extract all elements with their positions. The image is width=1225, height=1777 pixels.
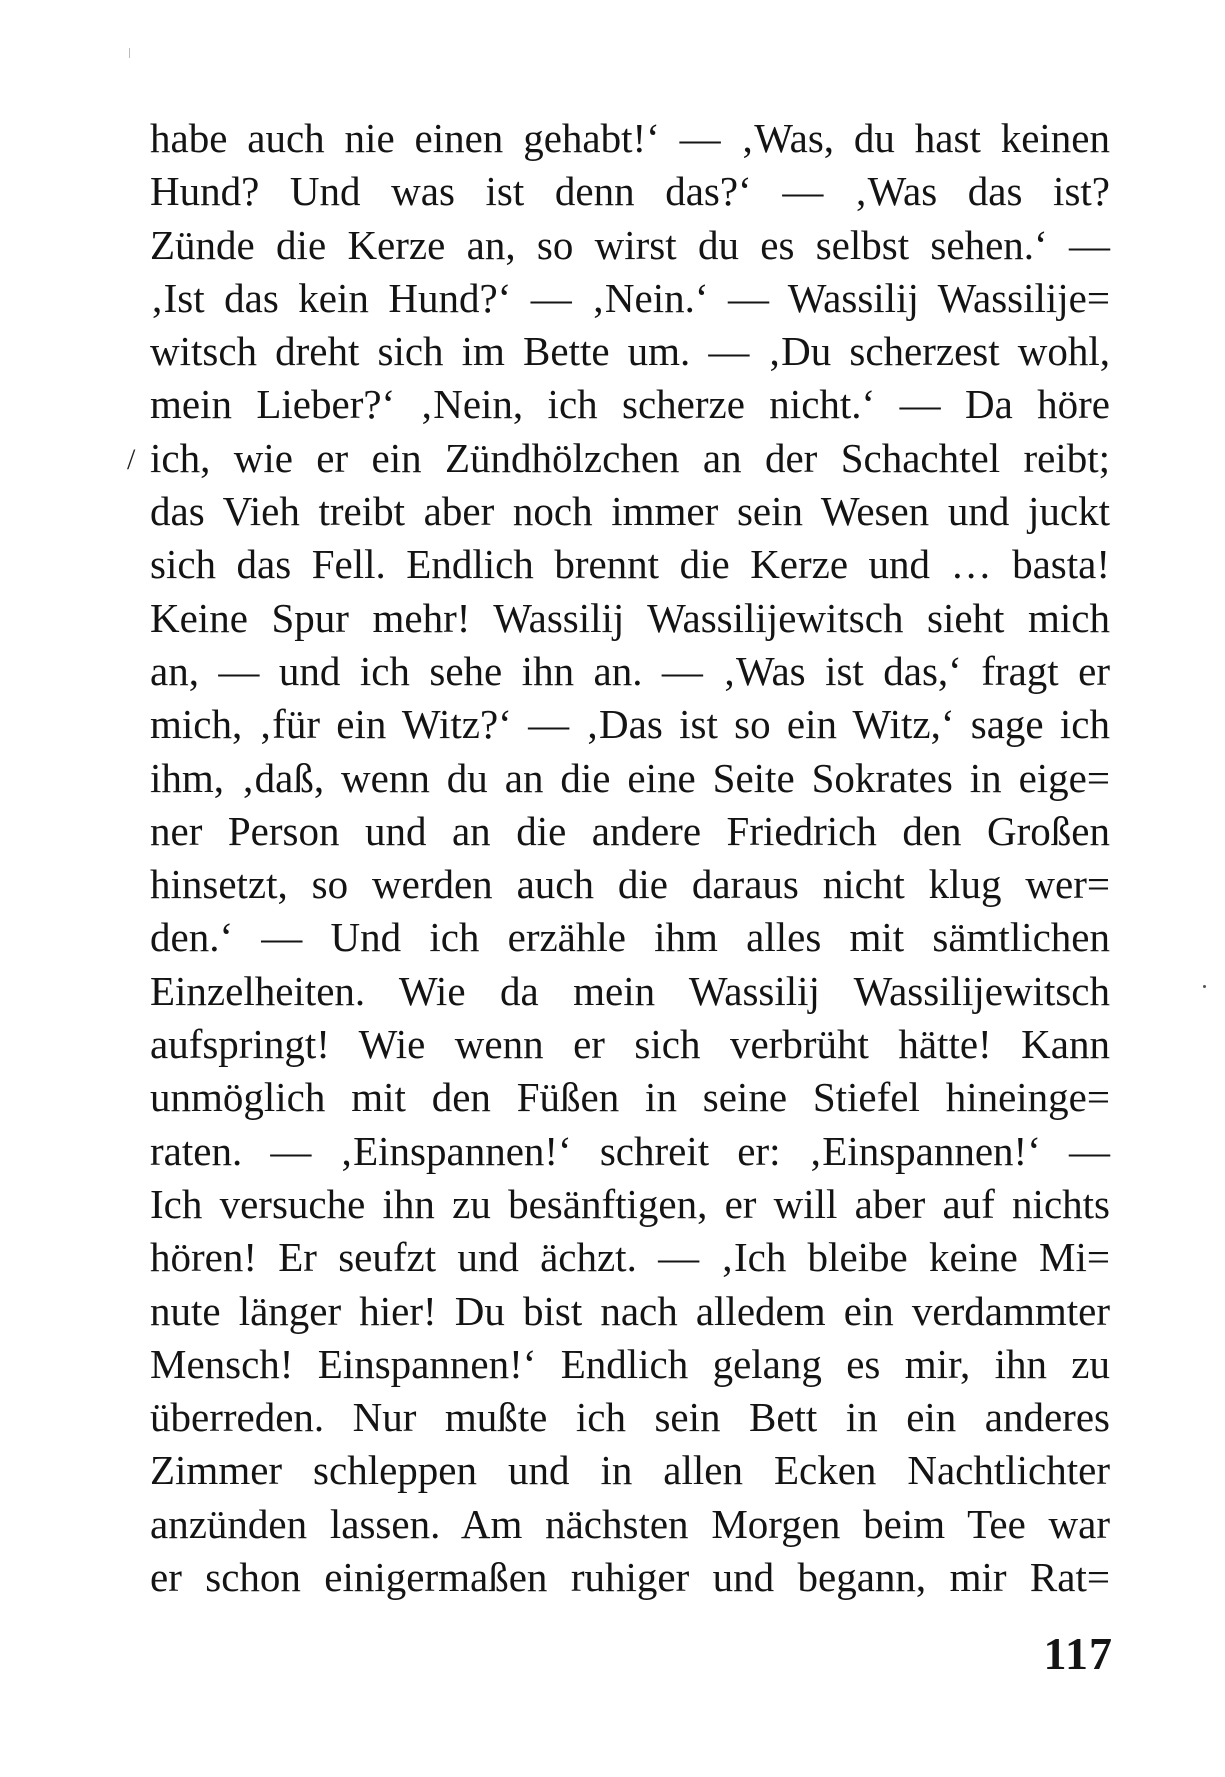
- text-line: hören! Er seufzt und ächzt. — ‚Ich bleibe keine Mi=: [150, 1234, 1110, 1281]
- text-line: nute länger hier! Du bist nach alledem ein verdammter: [150, 1287, 1110, 1334]
- text-line: Zimmer schleppen und in allen Ecken Nachtlichter: [150, 1447, 1110, 1494]
- text-line: anzünden lassen. Am nächsten Morgen beim Tee war: [150, 1500, 1110, 1547]
- text-line: den.‘ — Und ich erzähle ihm alles mit sämtlichen: [150, 914, 1110, 961]
- text-line: ner Person und an die andere Friedrich den Großen: [150, 807, 1110, 854]
- body-text: [150, 112, 1110, 1604]
- text-line: witsch dreht sich im Bette um. — ‚Du scherzest wohl,: [150, 328, 1110, 375]
- text-line: habe auch nie einen gehabt!‘ — ‚Was, du hast keinen: [150, 115, 1110, 161]
- text-line: mich, ‚für ein Witz?‘ — ‚Das ist so ein Witz,‘ sage ich: [150, 701, 1110, 748]
- text-line: Ich versuche ihn zu besänftigen, er will aber auf nichts: [150, 1180, 1110, 1227]
- page-number: 117: [1043, 1628, 1113, 1679]
- text-line: Hund? Und was ist denn das?‘ — ‚Was das ist?: [150, 168, 1110, 215]
- text-line: hinsetzt, so werden auch die daraus nicht klug wer=: [150, 861, 1110, 908]
- text-line: er schon einigermaßen ruhiger und begann, mir Rat=: [150, 1554, 1110, 1601]
- text-line: mein Lieber?‘ ‚Nein, ich scherze nicht.‘ — Da höre: [150, 381, 1110, 428]
- text-line: an, — und ich sehe ihn an. — ‚Was ist das,‘ fragt er: [150, 647, 1110, 694]
- margin-mark: /: [127, 443, 136, 476]
- text-line: unmöglich mit den Füßen in seine Stiefel hineinge=: [150, 1074, 1110, 1121]
- text-line: sich das Fell. Endlich brennt die Kerze und … basta!: [150, 541, 1110, 588]
- text-line: Zünde die Kerze an, so wirst du es selbst sehen.‘ —: [150, 221, 1110, 268]
- text-line: ihm, ‚daß, wenn du an die eine Seite Sokrates in eige=: [150, 754, 1110, 801]
- scan-artifact-mark: [129, 48, 130, 58]
- text-line: aufspringt! Wie wenn er sich verbrüht hätte! Kann: [150, 1021, 1110, 1068]
- text-line: Mensch! Einspannen!‘ Endlich gelang es mir, ihn zu: [150, 1340, 1110, 1387]
- text-line: ich, wie er ein Zündhölzchen an der Schachtel reibt;: [150, 434, 1110, 481]
- text-line: das Vieh treibt aber noch immer sein Wesen und juckt: [150, 488, 1110, 535]
- text-line: Keine Spur mehr! Wassilij Wassilijewitsch sieht mich: [150, 594, 1110, 641]
- scan-artifact-dot: [1203, 985, 1206, 988]
- text-line: raten. — ‚Einspannen!‘ schreit er: ‚Einspannen!‘ —: [150, 1127, 1110, 1174]
- text-line: überreden. Nur mußte ich sein Bett in ein anderes: [150, 1394, 1110, 1441]
- text-line: Einzelheiten. Wie da mein Wassilij Wassilijewitsch: [150, 967, 1110, 1014]
- text-line: ‚Ist das kein Hund?‘ — ‚Nein.‘ — Wassilij Wassilije=: [150, 274, 1110, 321]
